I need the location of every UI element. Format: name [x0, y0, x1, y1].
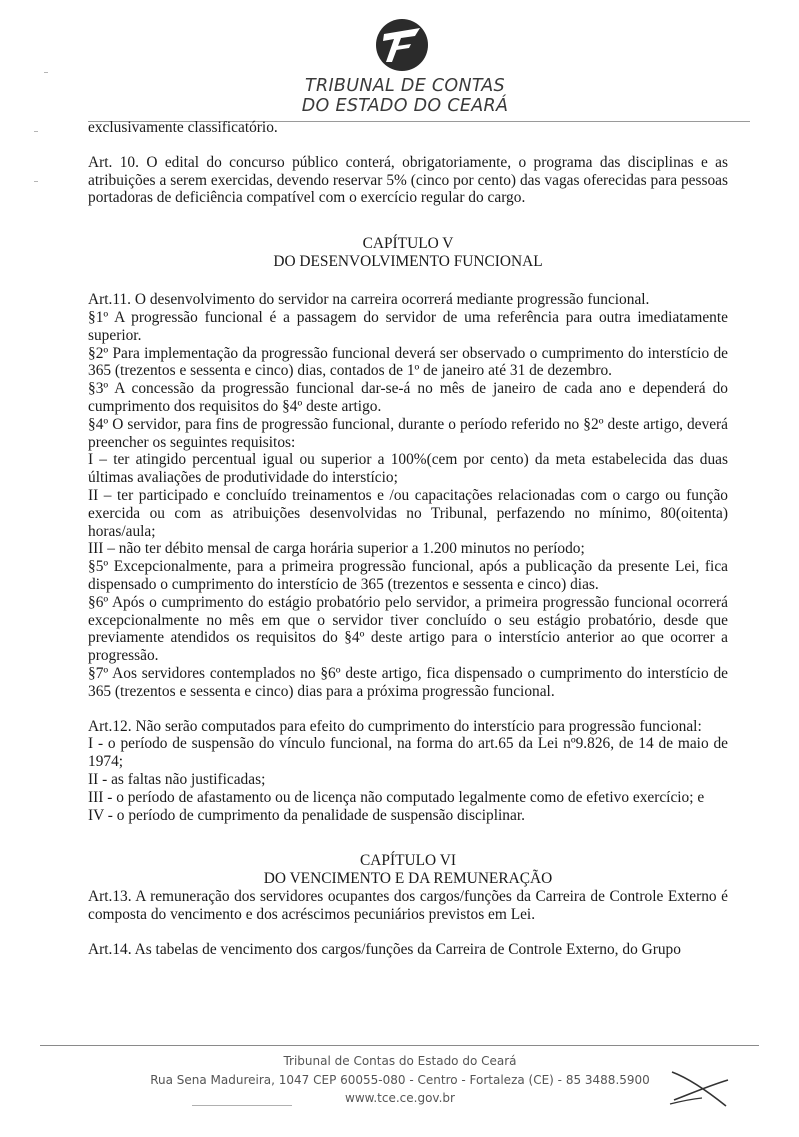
footer-website: www.tce.ce.gov.br — [345, 1091, 455, 1105]
article-12-item-iii: III - o período de afastamento ou de licença não computado legalmente como de efetivo exercício; e — [88, 788, 705, 806]
article-12: Art.12. Não serão computados para efeito do cumprimento do interstício para progressão funcional: — [88, 717, 702, 735]
chapter-6-title: CAPÍTULO VI — [360, 852, 456, 870]
scan-edge-mark — [34, 181, 38, 182]
article-12-item-iv: IV - o período de cumprimento da penalidade de suspensão disciplinar. — [88, 806, 525, 824]
article-11-item-iii: III – não ter débito mensal de carga horária superior a 1.200 minutos no período; — [88, 540, 585, 558]
article-11-paragraph-1: §1º A progressão funcional é a passagem do servidor de uma referência para outra imediatamente superior. — [88, 308, 728, 344]
footer-address: Rua Sena Madureira, 1047 CEP 60055-080 - Centro - Fortaleza (CE) - 85 3488.5900 — [150, 1073, 650, 1087]
document-body — [88, 119, 728, 959]
chapter-6-subtitle: DO VENCIMENTO E DA REMUNERAÇÃO — [263, 870, 553, 888]
page-header — [0, 0, 799, 124]
article-11-paragraph-6: §6º Após o cumprimento do estágio probatório pelo servidor, a primeira progressão funcional ocorrerá excepcionalmente no mês em que o servidor tiver concluído o seu estágio probatório, desde que previamente atendidos os requisitos do §4º deste artigo para o interstício anterior ao que ocorrer a progressão. — [88, 593, 728, 665]
footer-org-name: Tribunal de Contas do Estado do Ceará — [283, 1054, 517, 1068]
scan-edge-mark — [34, 131, 38, 132]
article-13: Art.13. A remuneração dos servidores ocupantes dos cargos/funções da Carreira de Controle Externo é composta do vencimento e dos acréscimos pecuniários previstos em Lei. — [88, 888, 728, 924]
page-footer — [0, 1042, 799, 1137]
article-11-item-i: I – ter atingido percentual igual ou superior a 100%(cem por cento) da meta estabelecida das duas últimas avaliações de produtividade do interstício; — [88, 451, 728, 487]
handwritten-initials-mark — [668, 1064, 732, 1110]
article-11-paragraph-5: §5º Excepcionalmente, para a primeira progressão funcional, após a publicação da presente Lei, fica dispensado o cumprimento do interstício de 365 (trezentos e sessenta e cinco) dias. — [88, 558, 728, 593]
article-11-item-ii: II – ter participado e concluído treinamentos e /ou capacitações relacionadas com o cargo ou função exercida ou com as atribuições desenvolvidas no Tribunal, perfazendo no mínimo, 80(oitenta) horas/aula; — [88, 486, 728, 540]
article-11-paragraph-2: §2º Para implementação da progressão funcional deverá ser observado o cumprimento do interstício de 365 (trezentos e sessenta e cinco) dias, contados de 1º de janeiro até 31 de dezembro. — [88, 344, 728, 380]
footer-stray-mark — [192, 1105, 292, 1106]
chapter-5-subtitle: DO DESENVOLVIMENTO FUNCIONAL — [273, 253, 543, 271]
org-name-line-2: DO ESTADO DO CEARÁ — [301, 96, 509, 116]
paragraph-continuation: exclusivamente classificatório. — [88, 119, 278, 136]
article-12-item-i: I - o período de suspensão do vínculo funcional, na forma do art.65 da Lei nº9.826, de 14 de maio de 1974; — [88, 735, 728, 771]
article-12-item-ii: II - as faltas não justificadas; — [88, 770, 266, 788]
article-11: Art.11. O desenvolvimento do servidor na carreira ocorrerá mediante progressão funcional. — [88, 291, 650, 309]
article-11-paragraph-3: §3º A concessão da progressão funcional dar-se-á no mês de janeiro de cada ano e dependerá do cumprimento dos requisitos do §4º deste artigo. — [88, 380, 728, 415]
article-10: Art. 10. O edital do concurso público conterá, obrigatoriamente, o programa das disciplinas e as atribuições a serem exercidas, devendo reservar 5% (cinco por cento) das vagas oferecidas para pessoas portadoras de deficiência compatível com o exercício regular do cargo. — [88, 153, 728, 207]
article-11-paragraph-7: §7º Aos servidores contemplados no §6º deste artigo, fica dispensado o cumprimento do interstício de 365 (trezentos e sessenta e cinco) dias para a próxima progressão funcional. — [88, 664, 728, 700]
org-name-line-1: TRIBUNAL DE CONTAS — [305, 76, 505, 96]
chapter-5-title: CAPÍTULO V — [362, 235, 454, 253]
tce-ceara-logo-icon — [375, 18, 429, 72]
article-14: Art.14. As tabelas de vencimento dos cargos/funções da Carreira de Controle Externo, do Grupo — [88, 940, 681, 958]
article-11-paragraph-4: §4º O servidor, para fins de progressão funcional, durante o período referido no §2º deste artigo, deverá preencher os seguintes requisitos: — [88, 415, 728, 451]
scan-edge-mark — [44, 72, 48, 73]
footer-divider — [40, 1045, 759, 1046]
